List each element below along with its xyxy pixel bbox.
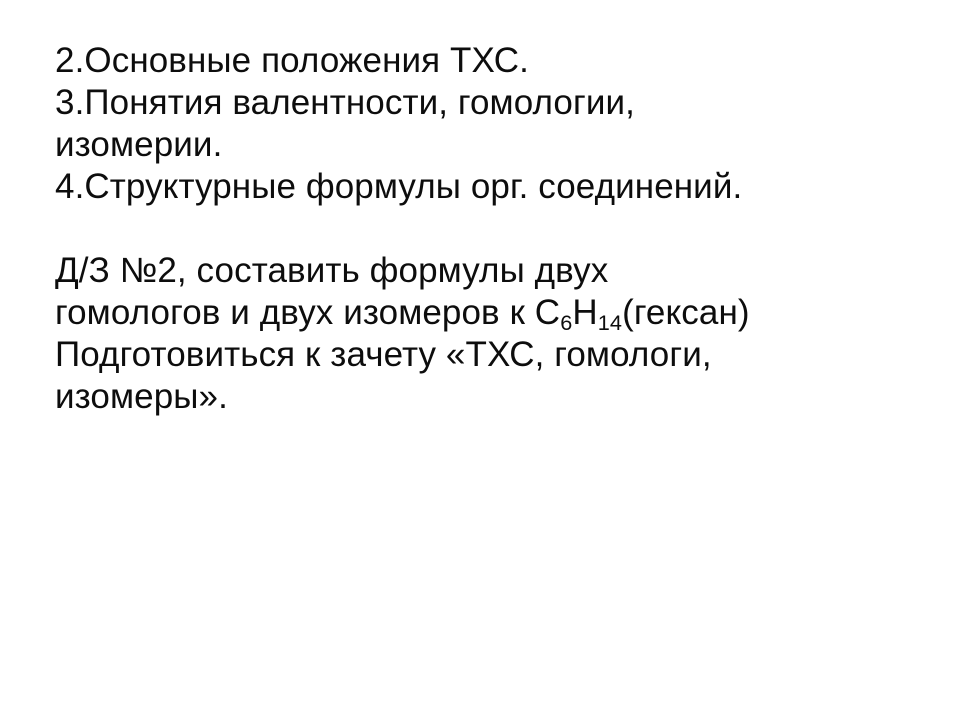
text-line-3: изомерии. <box>55 125 223 164</box>
formula-subscript-carbon: 6 <box>560 310 573 336</box>
text-line-formula <box>55 292 905 334</box>
formula-suffix: (гексан) <box>622 293 750 332</box>
text-line-isomers: изомеры». <box>55 377 228 416</box>
formula-subscript-hydrogen: 14 <box>597 310 623 336</box>
text-line-1: 2.Основные положения ТХС. <box>55 41 530 80</box>
slide-body-text <box>55 40 905 418</box>
text-line-2: 3.Понятия валентности, гомологии, <box>55 83 635 122</box>
text-line-blank <box>55 208 905 250</box>
text-line-prepare: Подготовиться к зачету «ТХС, гомологи, <box>55 335 712 374</box>
formula-hydrogen-symbol: Н <box>572 293 598 332</box>
formula-prefix: гомологов и двух изомеров к С <box>55 293 561 332</box>
text-line-homework: Д/З №2, составить формулы двух <box>55 251 609 290</box>
text-line-4: 4.Структурные формулы орг. соединений. <box>55 167 743 206</box>
